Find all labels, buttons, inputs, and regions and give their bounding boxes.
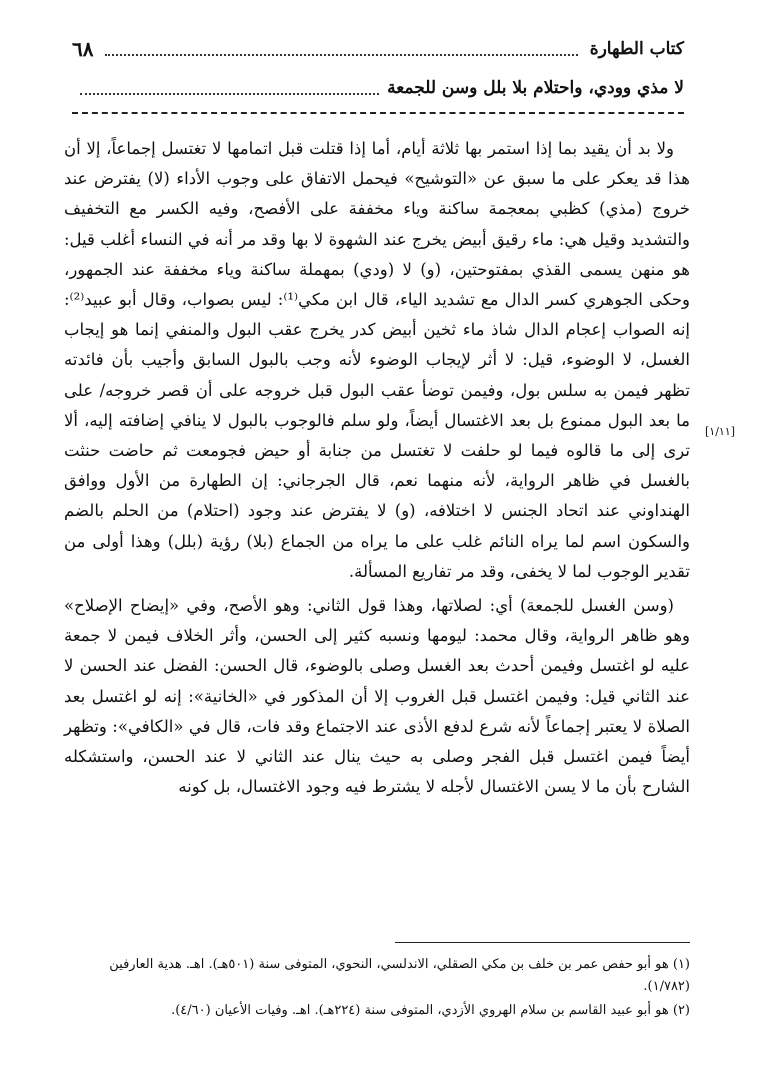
main-text	[64, 134, 690, 802]
footnote: (١) هو أبو حفص عمر بن خلف بن مكي الصقلي، الاندلسي، النحوي، المتوفى سنة (٥٠١هـ). اهـ. هدية العارفين (١/٧٨٢).	[109, 957, 690, 994]
heading-dot-leader	[80, 81, 379, 95]
section-heading	[72, 74, 684, 102]
footnote: (٢) هو أبو عبيد القاسم بن سلام الهروي الأزدي، المتوفى سنة (٢٢٤هـ). اهـ. وفيات الأعيان (٤/٦٠).	[171, 1003, 690, 1018]
manuscript-folio-marker: [١/١١]	[704, 425, 736, 438]
footnote-separator	[395, 942, 690, 943]
header-dot-leader	[105, 42, 577, 56]
heading-dashed-rule	[72, 112, 684, 114]
running-head	[72, 34, 684, 64]
page-number: ٦٨	[72, 37, 94, 61]
paragraph: (وسن الغسل للجمعة) أي: لصلاتها، وهذا قول الثاني: وهو الأصح، وفي «إيضاح الإصلاح» وهو ظاهر الرواية، وقال محمد: ليومها ونسبه كثير إلى الحسن، وأثر الخلاف فيمن لا جمعة عليه لو اغتسل وفيمن أحدث بعد الغسل وصلى بالوضوء، قال الحسن: الفضل عند الحسن لا عند الثاني قيل: وفيمن اغتسل قبل الغروب إلا أن المذكور في «الخانية»: إنه لو اغتسل بعد الصلاة لا يعتبر إجماعاً لأنه شرع لدفع الأذى عند الاجتماع وقد فات، قال في «الكافي»: وتظهر أيضاً فيمن اغتسل قبل الفجر وصلى به حيث ينال عند الثاني لا عند الحسن، واستشكله الشارح بأن ما لا يسن الاغتسال لأجله لا يشترط فيه وجود الاغتسال، بل كونه	[64, 596, 690, 797]
book-section-title: كتاب الطهارة	[589, 39, 684, 59]
section-heading-text: لا مذي وودي، واحتلام بلا بلل وسن للجمعة	[387, 78, 684, 98]
footnotes	[64, 954, 690, 1024]
paragraph: ولا بد أن يقيد بما إذا استمر بها ثلاثة أيام، أما إذا قتلت قبل اتمامها لا تغتسل إجماعاً، إلا أن هذا قد يعكر على ما سبق عن «التوشيح» فيحمل الاتفاق على وجوب الأداء (لا) يفترض عند خروج (مذي) كظبي بمعجمة ساكنة وياء مخففة على الأفصح، وفيه الكسر مع التخفيف والتشديد وقيل هي: ماء رقيق أبيض يخرج عند الشهوة لا بها وقد مر أنه في النساء أغلب قيل: هو منهن يسمى القذي بمفتوحتين، (و) لا (ودي) بمهملة ساكنة وياء مخففة عند الجمهور، وحكى الجوهري كسر الدال مع تشديد الياء، قال ابن مكي⁽¹⁾: ليس بصواب، وقال أبو عبيد⁽²⁾: إنه الصواب إعجام الدال شاذ ماء ثخين أبيض كدر يخرج عقب البول والمنفي إنما هو إيجاب الغسل، لا الوضوء، قيل: لا أثر لإيجاب الوضوء لأنه وجب بالبول السابق وأجيب بأن فائدته تظهر فيمن به سلس بول، وفيمن توضأ عقب البول قبل خروجه على أن قصر خروجه/ على ما بعد البول ممنوع بل بعد الاغتسال أيضاً، ولو سلم فالوجوب بالبول لا ينافي إضافته إليه، ألا ترى إلى ما قالوه فيما لو حلفت لا تغتسل من جنابة أو حيض فجومعت ثم حاضت حنثت بالغسل في ظاهر الرواية، لأنه منهما نعم، قال الجرجاني: إن الطهارة من الأول ووافق الهنداوني عند اتحاد الجنس لا اختلافه، (و) لا يفترض عند وجود (احتلام) من الحلم بالضم والسكون اسم لما يراه النائم غلب على ما يراه من الجماع (بلا) رؤية (بلل) وهذا أولى من تقدير الوجوب لما لا يخفى، وقد مر تفاريع المسألة.	[64, 139, 690, 581]
